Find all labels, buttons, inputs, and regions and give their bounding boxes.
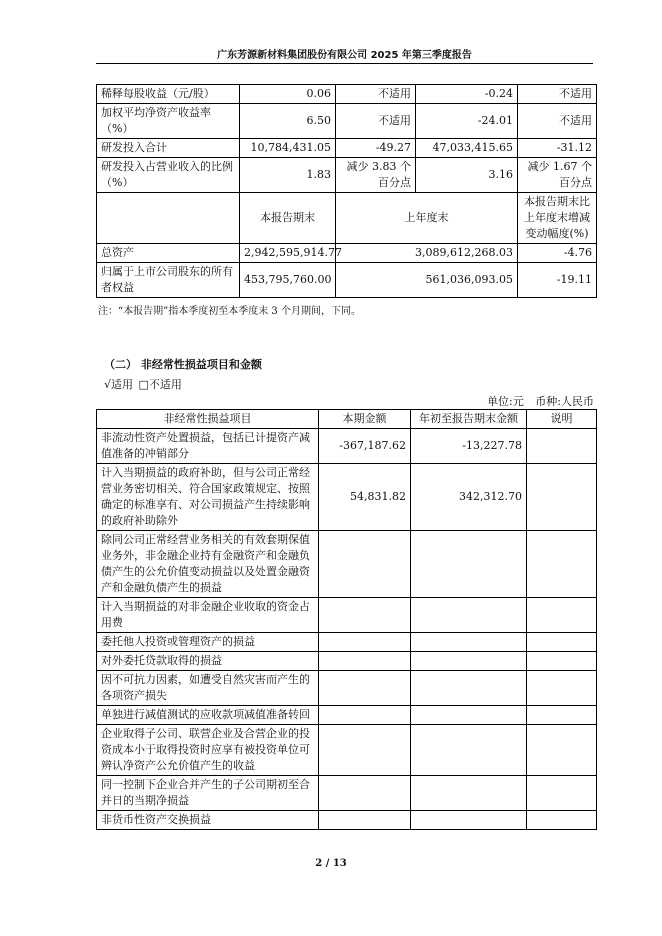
cell-value: 453,795,760.00 <box>240 263 336 298</box>
table-row <box>97 598 597 633</box>
cell-value <box>319 725 411 776</box>
cell-value: 减少 1.67 个百分点 <box>518 158 597 193</box>
cell-value: -19.11 <box>518 263 597 298</box>
cell-value: -49.27 <box>336 139 416 158</box>
cell-note <box>527 652 597 671</box>
cell-value <box>411 531 527 598</box>
cell-value: 减少 3.83 个百分点 <box>336 158 416 193</box>
table-row <box>97 158 597 193</box>
cell-note <box>527 598 597 633</box>
table-row <box>97 85 597 104</box>
table-row <box>97 811 597 830</box>
row-label: 单独进行减值测试的应收款项减值准备转回 <box>97 706 319 725</box>
row-label: 企业取得子公司、联营企业及合营企业的投资成本小于取得投资时应享有被投资单位可辨认净资产公允价值产生的收益 <box>97 725 319 776</box>
row-label: 研发投入占营业收入的比例（%） <box>97 158 240 193</box>
table-row <box>97 652 597 671</box>
cell-value: 不适用 <box>518 85 597 104</box>
cell-note <box>527 776 597 811</box>
row-label: 研发投入合计 <box>97 139 240 158</box>
column-header: 上年度末 <box>336 193 518 244</box>
table-row <box>97 429 597 464</box>
table-note: 注：“本报告期”指本季度初至本季度末 3 个月期间，下同。 <box>98 306 361 317</box>
cell-value: 2,942,595,914.77 <box>240 244 336 263</box>
cell-value <box>319 811 411 830</box>
cell-value: 3,089,612,268.03 <box>336 244 518 263</box>
cell-value <box>411 706 527 725</box>
cell-value: 47,033,415.65 <box>416 139 518 158</box>
column-header: 年初至报告期末金额 <box>411 410 527 429</box>
cell-value <box>319 531 411 598</box>
not-applicable-option: □不适用 <box>138 378 182 391</box>
cell-value: 不适用 <box>336 104 416 139</box>
table-row <box>97 725 597 776</box>
cell-note <box>527 671 597 706</box>
table-header-row <box>97 410 597 429</box>
row-label: 归属于上市公司股东的所有者权益 <box>97 263 240 298</box>
row-label: 因不可抗力因素，如遭受自然灾害而产生的各项资产损失 <box>97 671 319 706</box>
cell-value <box>411 725 527 776</box>
table-row <box>97 633 597 652</box>
table-row <box>97 531 597 598</box>
cell-value: -13,227.78 <box>411 429 527 464</box>
unit-label: 单位:元 <box>487 395 524 408</box>
row-label: 计入当期损益的政府补助，但与公司正常经营业务密切相关、符合国家政策规定、按照确定的标准享有、对公司损益产生持续影响的政府补助除外 <box>97 464 319 531</box>
cell-value <box>319 652 411 671</box>
cell-value: -24.01 <box>416 104 518 139</box>
column-header: 本报告期末 <box>240 193 336 244</box>
cell-value: -4.76 <box>518 244 597 263</box>
column-header: 本报告期末比上年度末增减变动幅度(%) <box>518 193 597 244</box>
cell-value: 54,831.82 <box>319 464 411 531</box>
cell-value <box>411 598 527 633</box>
table-row <box>97 244 597 263</box>
row-label: 总资产 <box>97 244 240 263</box>
cell-note <box>527 531 597 598</box>
cell-value <box>411 811 527 830</box>
cell-value: 3.16 <box>416 158 518 193</box>
header-divider <box>96 63 593 64</box>
column-header: 本期金额 <box>319 410 411 429</box>
cell-value <box>319 706 411 725</box>
table-row <box>97 104 597 139</box>
cell-note <box>527 429 597 464</box>
row-label: 稀释每股收益（元/股） <box>97 85 240 104</box>
table-row <box>97 139 597 158</box>
page-number: 2 / 13 <box>315 858 347 869</box>
cell-value: 1.83 <box>240 158 336 193</box>
cell-value <box>319 598 411 633</box>
cell-value: -31.12 <box>518 139 597 158</box>
currency-label: 币种:人民币 <box>535 395 594 408</box>
cell-value <box>411 652 527 671</box>
cell-value <box>319 633 411 652</box>
cell-note <box>527 706 597 725</box>
cell-value: 10,784,431.05 <box>240 139 336 158</box>
cell-value <box>411 776 527 811</box>
non-recurring-items-table <box>96 409 597 830</box>
cell-value: -0.24 <box>416 85 518 104</box>
cell-value <box>319 671 411 706</box>
cell-note <box>527 633 597 652</box>
row-label: 计入当期损益的对非金融企业收取的资金占用费 <box>97 598 319 633</box>
cell-value: 6.50 <box>240 104 336 139</box>
cell-note <box>527 811 597 830</box>
unit-currency-line <box>420 393 594 409</box>
cell-value <box>411 671 527 706</box>
table-row <box>97 776 597 811</box>
column-header: 说明 <box>527 410 597 429</box>
table-subheader-row <box>97 193 597 244</box>
cell-value: -367,187.62 <box>319 429 411 464</box>
cell-value: 0.06 <box>240 85 336 104</box>
table-row <box>97 671 597 706</box>
cell-value <box>411 633 527 652</box>
cell-value <box>319 776 411 811</box>
row-label: 非流动性资产处置损益，包括已计提资产减值准备的冲销部分 <box>97 429 319 464</box>
row-label: 委托他人投资或管理资产的损益 <box>97 633 319 652</box>
cell-note <box>527 725 597 776</box>
row-label: 对外委托贷款取得的损益 <box>97 652 319 671</box>
cell-note <box>527 464 597 531</box>
row-label: 除同公司正常经营业务相关的有效套期保值业务外，非金融企业持有金融资产和金融负债产生的公允价值变动损益以及处置金融资产和金融负债产生的损益 <box>97 531 319 598</box>
row-label: 非货币性资产交换损益 <box>97 811 319 830</box>
financial-indicators-table <box>96 84 597 298</box>
cell-value: 561,036,093.05 <box>336 263 518 298</box>
table-row <box>97 263 597 298</box>
table-row <box>97 464 597 531</box>
row-label: 同一控制下企业合并产生的子公司期初至合并日的当期净损益 <box>97 776 319 811</box>
row-label: 加权平均净资产收益率（%） <box>97 104 240 139</box>
applicability-options <box>104 376 184 392</box>
column-header: 非经常性损益项目 <box>97 410 319 429</box>
cell-value: 不适用 <box>518 104 597 139</box>
cell-value: 342,312.70 <box>411 464 527 531</box>
section-title: （二） 非经常性损益项目和金额 <box>104 358 262 371</box>
cell-value: 不适用 <box>336 85 416 104</box>
applicable-option: √适用 <box>104 378 134 391</box>
empty-cell <box>97 193 240 244</box>
table-row <box>97 706 597 725</box>
report-header: 广东芳源新材料集团股份有限公司 2025 年第三季度报告 <box>217 50 472 61</box>
